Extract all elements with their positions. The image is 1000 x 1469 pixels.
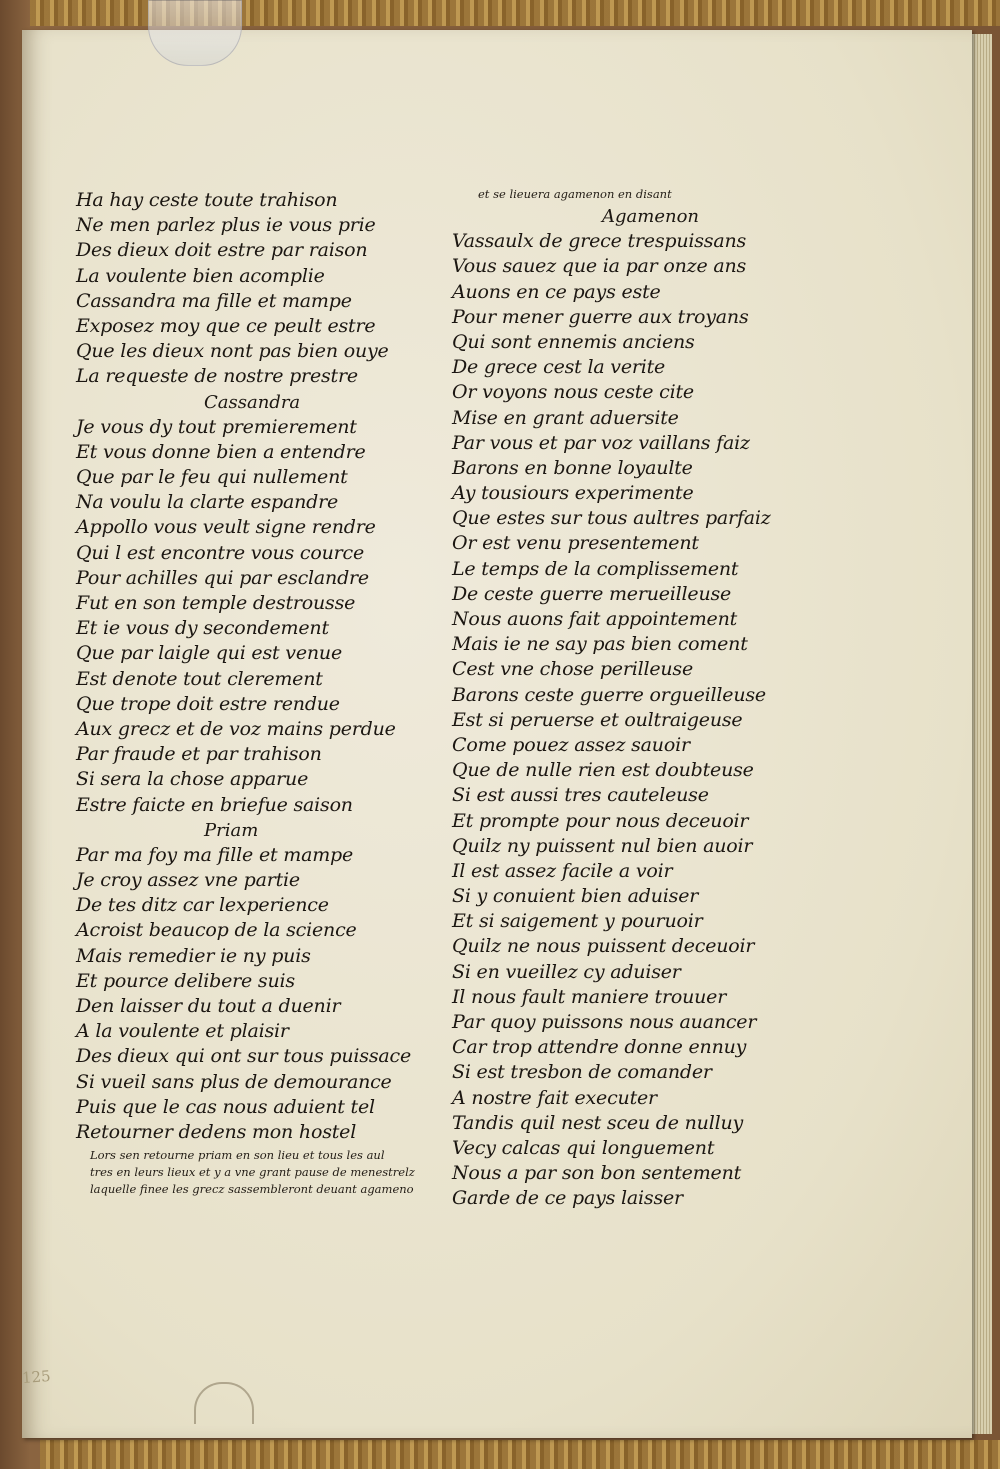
speaker-cassandra: Cassandra — [204, 391, 301, 413]
speaker-agamenon: Agamenon — [602, 206, 699, 227]
verse-line: Mais remedier ie ny puis — [76, 944, 311, 967]
verse-line: Il est assez facile a voir — [452, 859, 673, 882]
verse-line: Quilz ny puissent nul bien auoir — [452, 834, 753, 857]
verse-line: Je croy assez vne partie — [76, 869, 300, 892]
verse-line: Si sera la chose apparue — [76, 768, 309, 791]
verse-line: Or voyons nous ceste cite — [452, 381, 694, 404]
verse-line: Quilz ne nous puissent deceuoir — [452, 935, 755, 958]
verse-line: De grece cest la verite — [452, 356, 666, 379]
folio-number: 125 — [21, 1367, 52, 1387]
page-stain — [194, 1382, 254, 1424]
stage-direction-line: laquelle finee les grecz sassembleront deuant agameno — [90, 1182, 414, 1197]
verse-line: Si vueil sans plus de demourance — [76, 1070, 392, 1093]
verse-line: Est si peruerse et oultraigeuse — [452, 708, 743, 731]
verse-line: La voulente bien acomplie — [76, 264, 325, 287]
verse-line: Et si saigement y pouruoir — [452, 910, 703, 933]
verse-line: De ceste guerre merueilleuse — [452, 582, 732, 605]
verse-block-2 — [76, 415, 446, 818]
verse-line: Si est aussi tres cauteleuse — [452, 784, 709, 807]
verse-line: Mise en grant aduersite — [452, 406, 679, 429]
verse-line: Il nous fault maniere trouuer — [452, 985, 727, 1008]
verse-block-4 — [452, 229, 852, 1211]
verse-line: Par vous et par voz vaillans faiz — [452, 431, 750, 454]
verse-line: Pour mener guerre aux troyans — [452, 305, 749, 328]
verse-line: Et prompte pour nous deceuoir — [452, 809, 749, 832]
verse-line: Si en vueillez cy aduiser — [452, 960, 681, 983]
verse-line: Ne men parlez plus ie vous prie — [76, 214, 376, 237]
verse-line: Et ie vous dy secondement — [76, 617, 329, 640]
verse-line: De tes ditz car lexperience — [76, 894, 329, 917]
stage-direction-top: et se lieuera agamenon en disant — [478, 187, 672, 201]
verse-line: Qui sont ennemis anciens — [452, 330, 695, 353]
verse-line: Auons en ce pays este — [452, 280, 661, 303]
verse-line: Cassandra ma fille et mampe — [76, 289, 352, 312]
verse-line: Exposez moy que ce peult estre — [76, 314, 376, 337]
speaker-priam: Priam — [204, 819, 259, 841]
left-column — [76, 188, 446, 1198]
verse-line: Ha hay ceste toute trahison — [76, 189, 338, 211]
verse-line: Nous a par son bon sentement — [452, 1162, 742, 1185]
verse-line: Que trope doit estre rendue — [76, 692, 340, 715]
verse-line: Par fraude et par trahison — [76, 743, 322, 766]
verse-line: Par ma foy ma fille et mampe — [76, 843, 354, 866]
verse-line: Vassaulx de grece trespuissans — [452, 230, 747, 253]
verse-line: Appollo vous veult signe rendre — [76, 516, 376, 539]
verse-line: Pour achilles qui par esclandre — [76, 566, 369, 589]
verse-line: Mais ie ne say pas bien coment — [452, 633, 748, 656]
verse-line: Que par laigle qui est venue — [76, 642, 342, 665]
verse-line: Estre faicte en briefue saison — [76, 793, 353, 816]
verse-line: Or est venu presentement — [452, 532, 699, 555]
verse-line: Si y conuient bien aduiser — [452, 885, 699, 908]
gilt-edge-bottom — [40, 1440, 1000, 1469]
verse-line: Je vous dy tout premierement — [76, 415, 357, 438]
verse-line: Tandis quil nest sceu de nulluy — [452, 1111, 744, 1134]
verse-line: Barons en bonne loyaulte — [452, 456, 693, 479]
verse-line: Par quoy puissons nous auancer — [452, 1011, 757, 1033]
verse-line: Qui l est encontre vous cource — [76, 541, 364, 564]
verse-line: Cest vne chose perilleuse — [452, 658, 694, 681]
stage-direction-line: tres en leurs lieux et y a vne grant pause de menestrelz — [90, 1165, 415, 1180]
verse-line: Que les dieux nont pas bien ouye — [76, 340, 389, 363]
verse-line: Est denote tout clerement — [76, 667, 323, 690]
verse-line: A nostre fait executer — [452, 1086, 657, 1109]
verse-line: Ay tousiours experimente — [452, 482, 694, 505]
verse-block-1 — [76, 188, 446, 390]
verse-line: Puis que le cas nous aduient tel — [76, 1095, 375, 1118]
verse-line: Retourner dedens mon hostel — [76, 1120, 357, 1143]
verse-line: Den laisser du tout a duenir — [76, 995, 341, 1017]
verse-line: Le temps de la complissement — [452, 557, 739, 580]
verse-line: Vous sauez que ia par onze ans — [452, 255, 747, 278]
verse-line: Que de nulle rien est doubteuse — [452, 759, 754, 782]
verse-line: Que par le feu qui nullement — [76, 466, 348, 489]
verse-line: Si est tresbon de comander — [452, 1061, 712, 1084]
verse-line: A la voulente et plaisir — [76, 1020, 289, 1043]
verse-line: Car trop attendre donne ennuy — [452, 1036, 747, 1059]
verse-line: Na voulu la clarte espandre — [76, 491, 339, 514]
verse-line: Des dieux qui ont sur tous puissace — [76, 1045, 412, 1068]
verse-line: Barons ceste guerre orgueilleuse — [452, 683, 766, 706]
stage-direction — [76, 1147, 446, 1198]
right-column — [452, 184, 852, 1212]
verse-line: Garde de ce pays laisser — [452, 1187, 683, 1210]
verse-line: Vecy calcas qui longuement — [452, 1136, 715, 1159]
verse-line: Des dieux doit estre par raison — [76, 239, 368, 262]
verse-line: Come pouez assez sauoir — [452, 733, 690, 756]
verse-line: Et vous donne bien a entendre — [76, 440, 366, 463]
book-page — [22, 30, 972, 1438]
verse-line: Fut en son temple destrousse — [76, 592, 356, 614]
verse-block-3 — [76, 843, 446, 1145]
verse-line: Et pource delibere suis — [76, 969, 295, 992]
stage-direction-line: Lors sen retourne priam en son lieu et tous les aul — [90, 1148, 385, 1163]
verse-line: Acroist beaucop de la science — [76, 919, 357, 942]
verse-line: Aux grecz et de voz mains perdue — [76, 717, 396, 740]
verse-line: Que estes sur tous aultres parfaiz — [452, 507, 771, 530]
verse-line: La requeste de nostre prestre — [76, 365, 358, 388]
verse-line: Nous auons fait appointement — [452, 608, 738, 630]
page-clip — [148, 0, 242, 66]
